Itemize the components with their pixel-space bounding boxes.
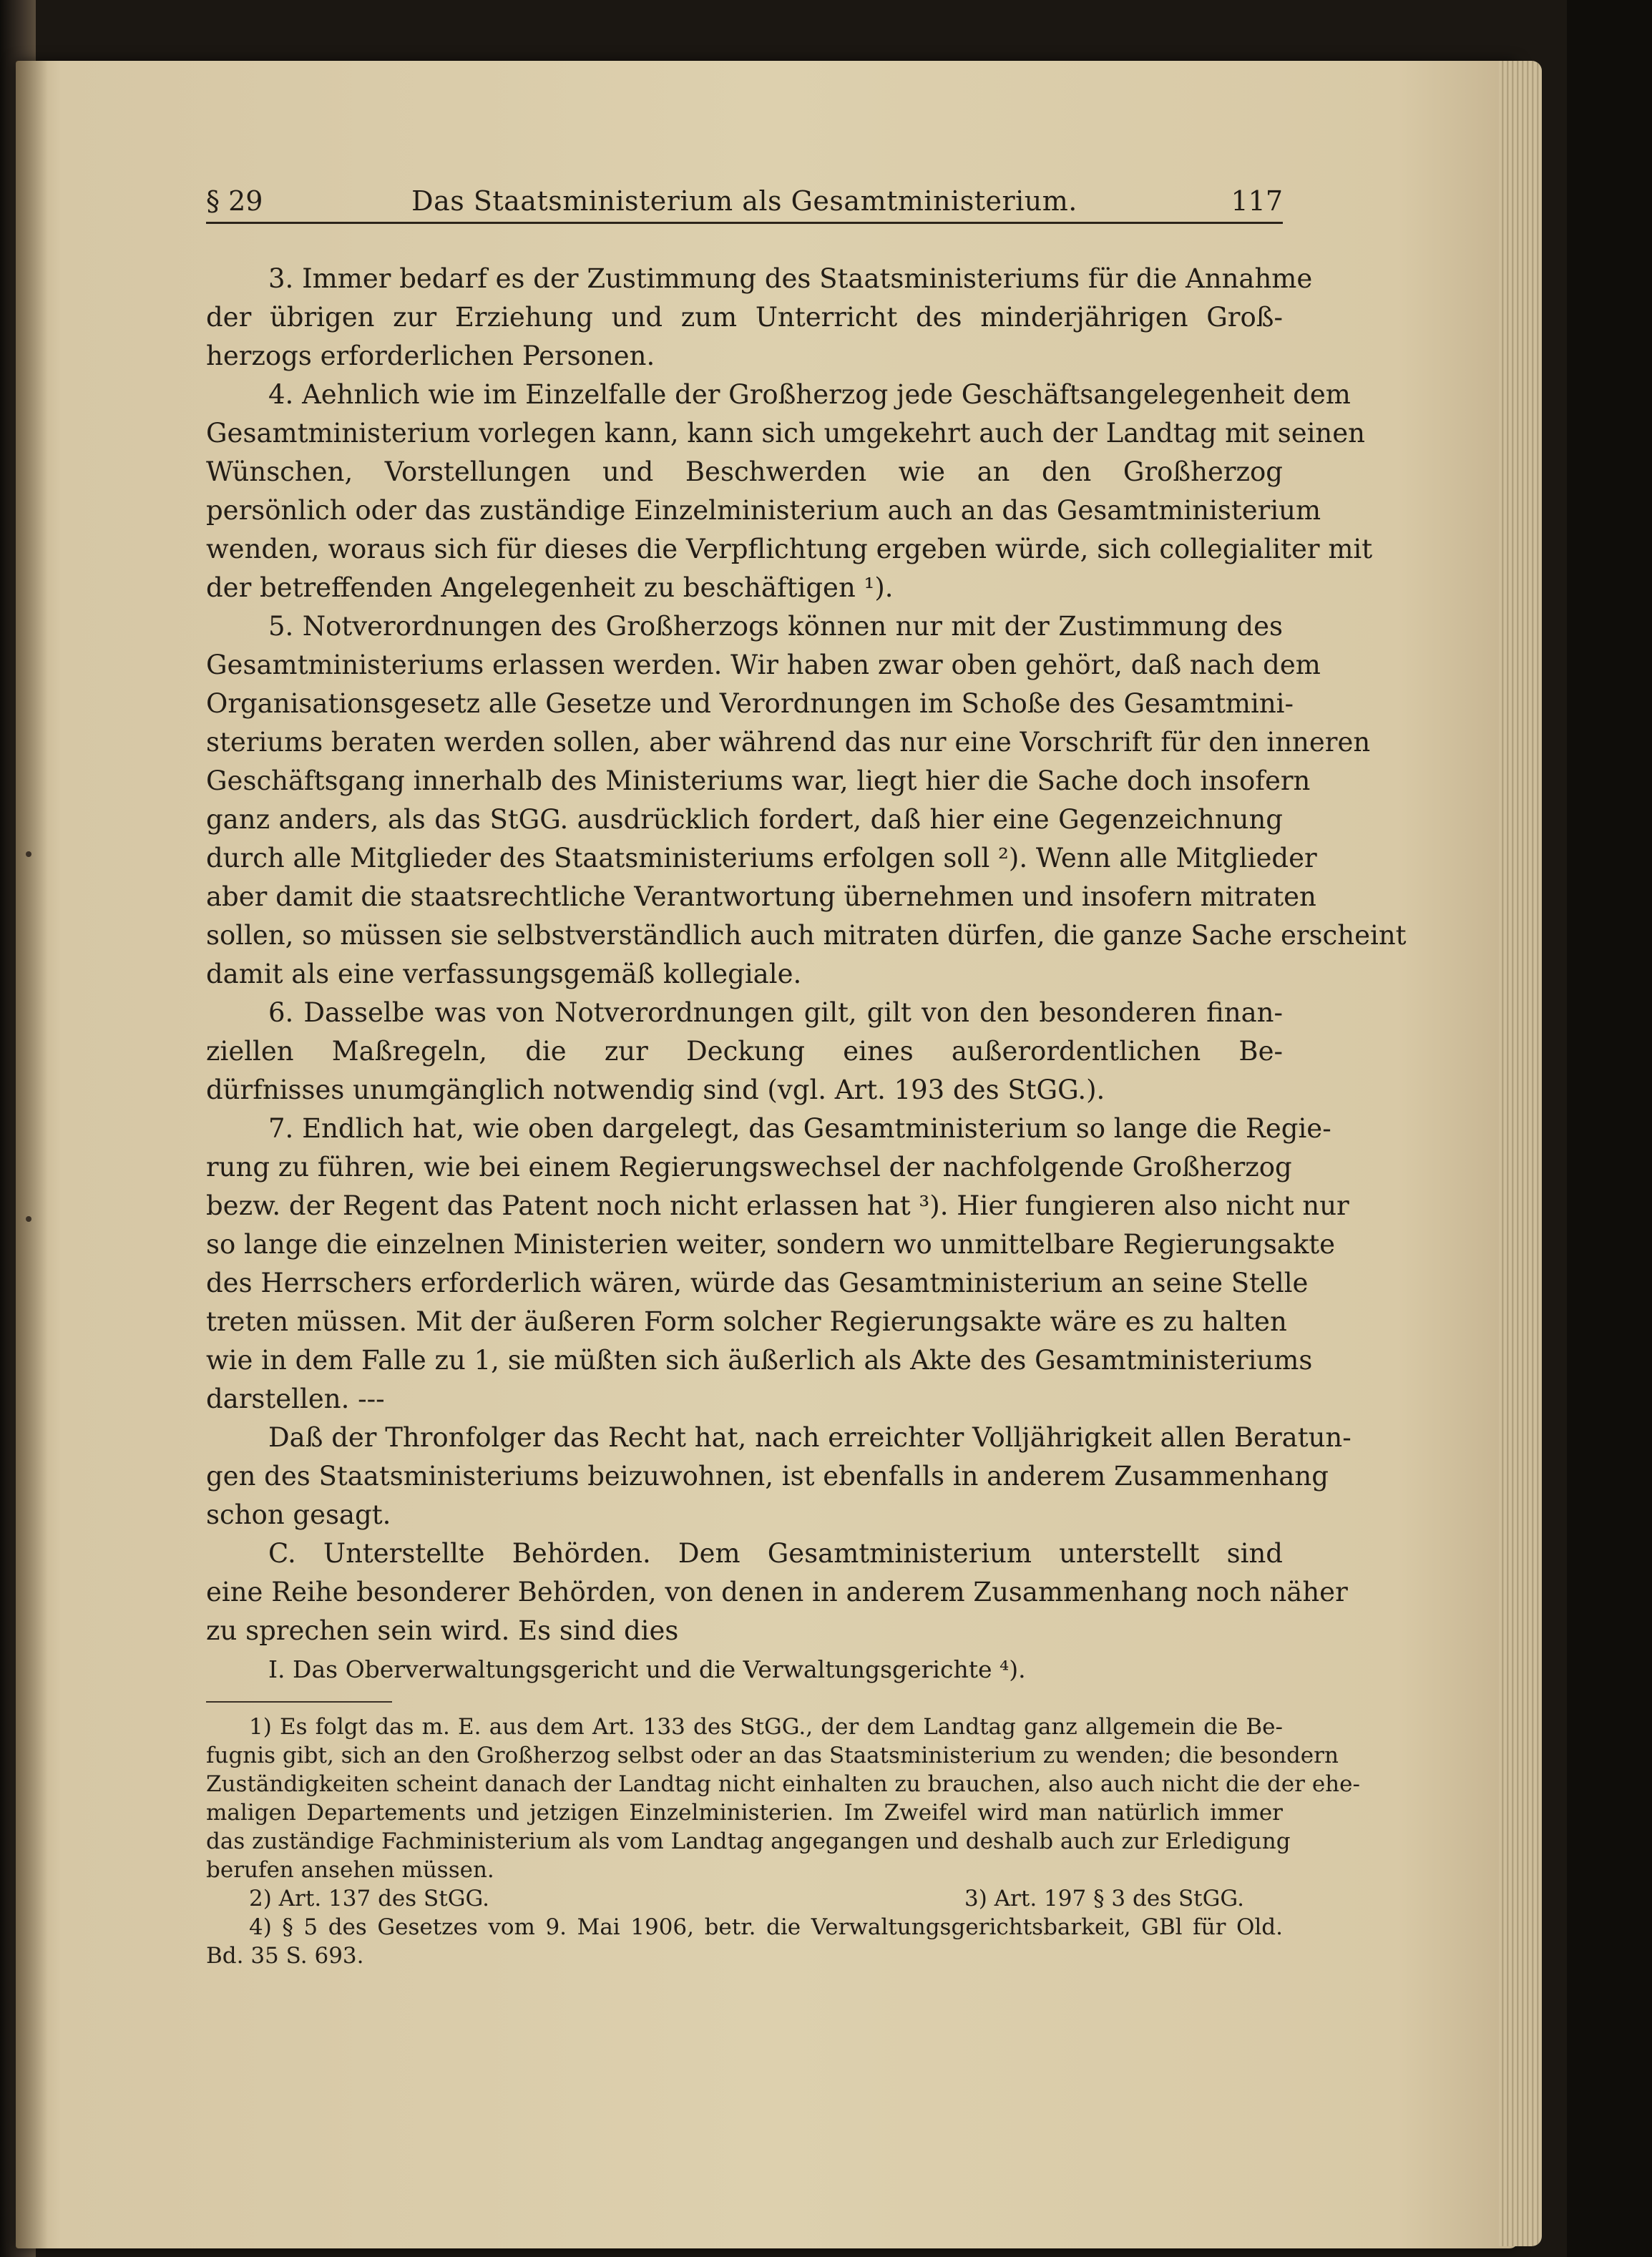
running-title: Das Staatsministerium als Gesamtministerium. <box>411 185 1077 217</box>
footnote-line <box>249 1884 1283 1913</box>
text-line: treten müssen. Mit der äußeren Form solcher Regierungsakte wäre es zu halten <box>206 1306 1287 1337</box>
binding-hole <box>26 851 31 857</box>
footnote-line: berufen ansehen müssen. <box>206 1857 494 1883</box>
footnote-line: fugnis gibt, sich an den Großherzog selbst oder an das Staatsministerium zu wenden; die besondern <box>206 1743 1339 1768</box>
binding-hole <box>26 1216 31 1222</box>
text-line: dürfnisses unumgänglich notwendig sind (vgl. Art. 193 des StGG.). <box>206 1074 1105 1105</box>
text-line: 5. Notverordnungen des Großherzogs können nur mit der Zustimmung des <box>268 611 1283 642</box>
running-header <box>206 183 1283 219</box>
text-line: ziellen Maßregeln, die zur Deckung eines außerordentlichen Be- <box>206 1036 1283 1067</box>
footnote-rule <box>206 1701 392 1703</box>
text-line: 4. Aehnlich wie im Einzelfalle der Großherzog jede Geschäftsangelegenheit dem <box>268 379 1351 410</box>
text-line: 3. Immer bedarf es der Zustimmung des Staatsministeriums für die Annahme <box>268 263 1313 294</box>
text-line: Gesamtministeriums erlassen werden. Wir haben zwar oben gehört, daß nach dem <box>206 650 1321 680</box>
text-line: C. Unterstellte Behörden. Dem Gesamtministerium unterstellt sind <box>268 1538 1283 1569</box>
text-line: steriums beraten werden sollen, aber während das nur eine Vorschrift für den inneren <box>206 727 1371 758</box>
text-line: 7. Endlich hat, wie oben dargelegt, das Gesamtministerium so lange die Regie- <box>268 1113 1331 1144</box>
text-line: Organisationsgesetz alle Gesetze und Verordnungen im Schoße des Gesamtmini- <box>206 688 1294 719</box>
header-rule <box>206 222 1283 224</box>
text-line: Gesamtministerium vorlegen kann, kann sich umgekehrt auch der Landtag mit seinen <box>206 418 1365 449</box>
text-line: wenden, woraus sich für dieses die Verpflichtung ergeben würde, sich collegialiter mit <box>206 534 1373 564</box>
footnote-line: Zuständigkeiten scheint danach der Landtag nicht einhalten zu brauchen, also auch nicht die der ehe- <box>206 1771 1360 1797</box>
text-line: wie in dem Falle zu 1, sie müßten sich äußerlich als Akte des Gesamtministeriums <box>206 1345 1313 1376</box>
footnote-2: 2) Art. 137 des StGG. <box>249 1886 489 1911</box>
page-number: 117 <box>1231 185 1283 217</box>
text-line: zu sprechen sein wird. Es sind dies <box>206 1615 679 1646</box>
text-line: der übrigen zur Erziehung und zum Unterricht des minderjährigen Groß- <box>206 302 1283 333</box>
text-line: ganz anders, als das StGG. ausdrücklich fordert, daß hier eine Gegenzeichnung <box>206 804 1283 835</box>
text-line: gen des Staatsministeriums beizuwohnen, ist ebenfalls in anderem Zusammenhang <box>206 1461 1329 1492</box>
text-line: sollen, so müssen sie selbstverständlich auch mitraten dürfen, die ganze Sache erscheint <box>206 920 1407 951</box>
text-line: rung zu führen, wie bei einem Regierungswechsel der nachfolgende Großherzog <box>206 1152 1292 1183</box>
text-line: durch alle Mitglieder des Staatsministeriums erfolgen soll ²). Wenn alle Mitglieder <box>206 843 1317 873</box>
text-line: Daß der Thronfolger das Recht hat, nach erreichter Volljährigkeit allen Beratun- <box>268 1422 1352 1453</box>
text-line: 6. Dasselbe was von Notverordnungen gilt, gilt von den besonderen finan- <box>268 997 1283 1028</box>
footnote-3: 3) Art. 197 § 3 des StGG. <box>964 1886 1244 1911</box>
text-line: so lange die einzelnen Ministerien weiter, sondern wo unmittelbare Regierungsakte <box>206 1229 1336 1260</box>
text-line: damit als eine verfassungsgemäß kollegiale. <box>206 959 802 989</box>
text-line: Wünschen, Vorstellungen und Beschwerden wie an den Großherzog <box>206 456 1283 487</box>
footnote-line: das zuständige Fachministerium als vom Landtag angegangen und deshalb auch zur Erledigung <box>206 1828 1291 1854</box>
text-line: eine Reihe besonderer Behörden, von denen in anderem Zusammenhang noch näher <box>206 1577 1348 1607</box>
text-line: Geschäftsgang innerhalb des Ministeriums war, liegt hier die Sache doch insofern <box>206 765 1311 796</box>
text-line: bezw. der Regent das Patent noch nicht erlassen hat ³). Hier fungieren also nicht nur <box>206 1190 1349 1221</box>
text-line: der betreffenden Angelegenheit zu beschäftigen ¹). <box>206 572 894 603</box>
text-line: herzogs erforderlichen Personen. <box>206 341 655 371</box>
section-number: § 29 <box>206 185 263 217</box>
text-line: des Herrschers erforderlich wären, würde das Gesamtministerium an seine Stelle <box>206 1268 1309 1298</box>
text-line: aber damit die staatsrechtliche Verantwortung übernehmen und insofern mitraten <box>206 881 1316 912</box>
footnote-line: 1) Es folgt das m. E. aus dem Art. 133 des StGG., der dem Landtag ganz allgemein die Be- <box>249 1714 1283 1740</box>
footnote-line: maligen Departements und jetzigen Einzelministerien. Im Zweifel wird man natürlich immer <box>206 1800 1283 1826</box>
footnote-line: 4) § 5 des Gesetzes vom 9. Mai 1906, betr. die Verwaltungsgerichtsbarkeit, GBl für Old. <box>249 1914 1283 1940</box>
text-line: darstellen. --- <box>206 1384 385 1414</box>
text-line: schon gesagt. <box>206 1499 391 1530</box>
footnote-line: Bd. 35 S. 693. <box>206 1943 364 1969</box>
text-line: I. Das Oberverwaltungsgericht und die Verwaltungsgerichte ⁴). <box>268 1655 1026 1683</box>
text-line: persönlich oder das zuständige Einzelministerium auch an das Gesamtministerium <box>206 495 1321 526</box>
